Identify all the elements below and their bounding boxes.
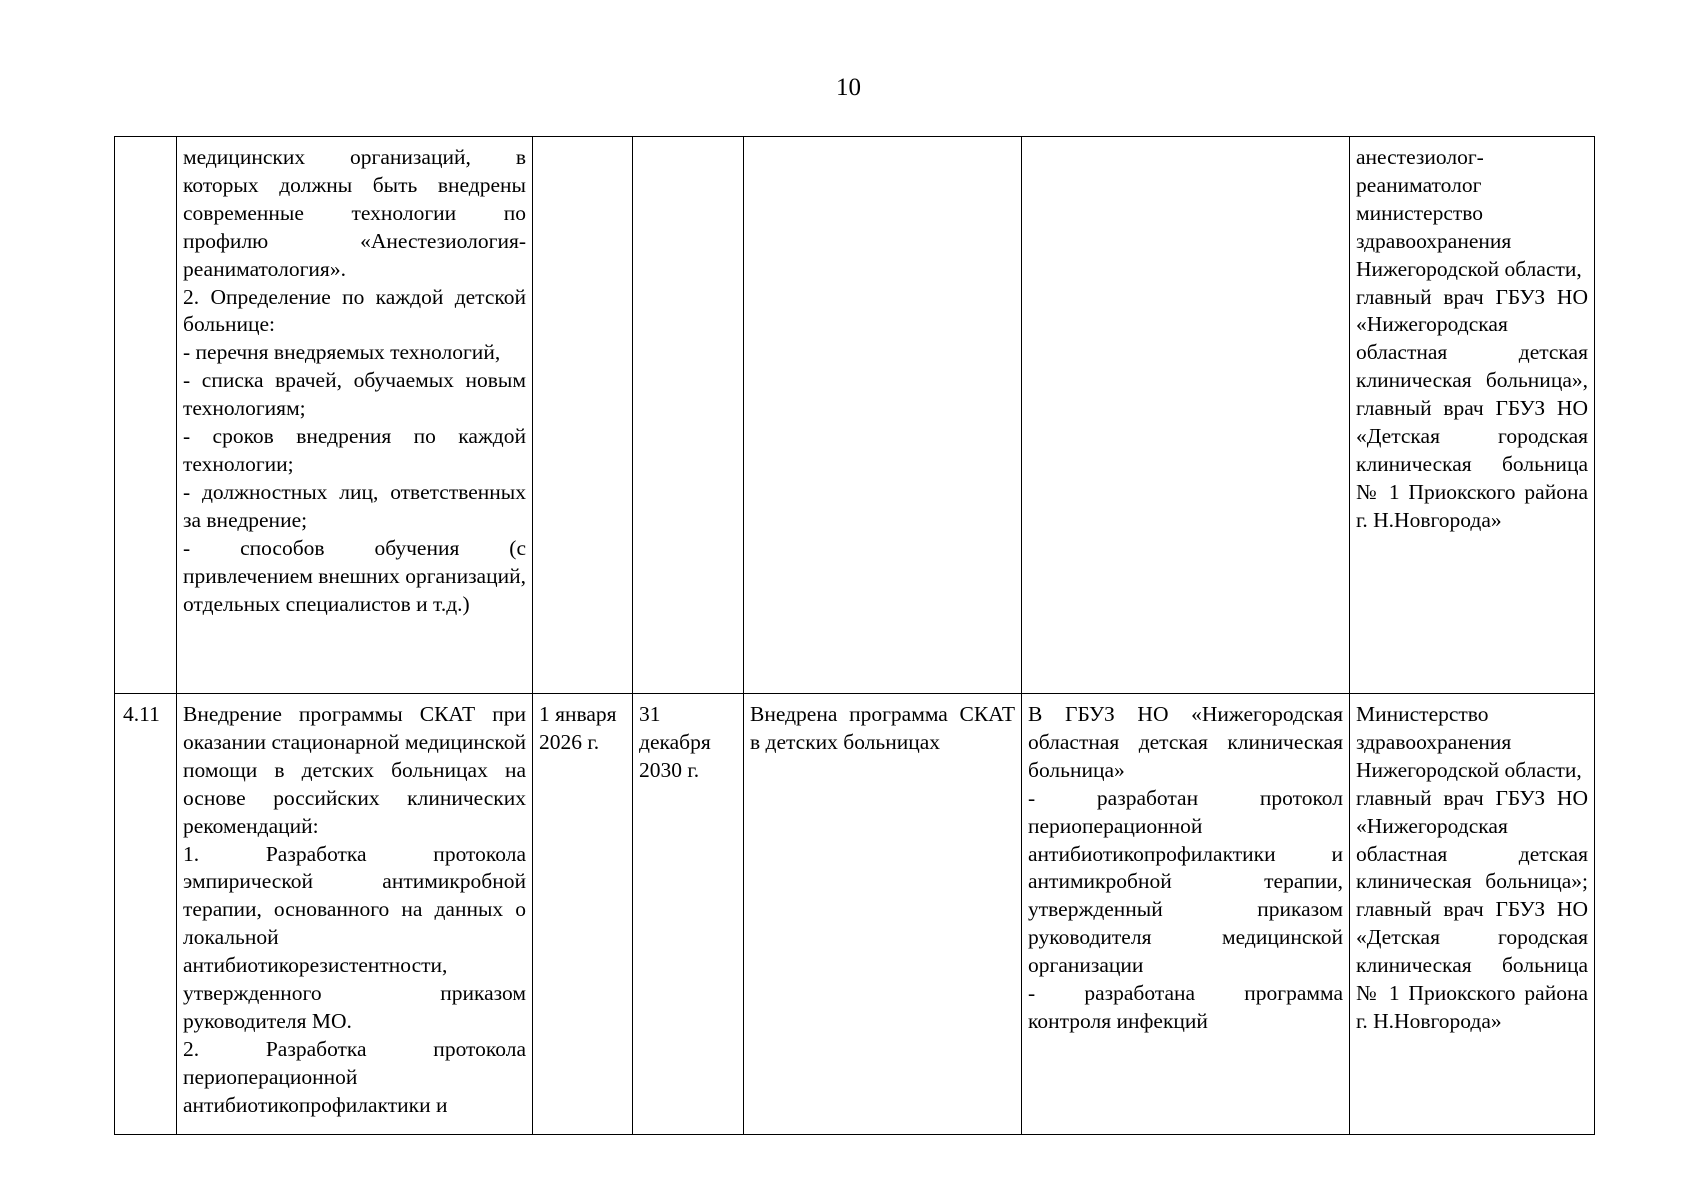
end-date-cell [633, 137, 744, 694]
activity-cell: медицинских организаций, в которых должны быть внедрены современные технологии по профилю «Анестезиология-реаниматология». 2. Определение по каждой детской больнице: - перечня внедряемых технологий, - списка врачей, обучаемых новым технологиям; - сроков внедрения по каждой технологии; - должностных лиц, ответственных за внедрение; - способов обучения (с привлечением внешних организаций, отдельных специалистов и т.д.) [177, 137, 533, 694]
responsible-cell: анестезиолог-реаниматолог министерство здравоохранения Нижегородской области, главный врач ГБУЗ НО «Нижегородская областная детская клиническая больница», главный врач ГБУЗ НО «Детская городская клиническая больница № 1 Приокского района г. Н.Новгорода» [1350, 137, 1595, 694]
characteristic-cell [1022, 137, 1350, 694]
table-row [115, 694, 1595, 1135]
result-cell [744, 137, 1022, 694]
row-number-cell [115, 137, 177, 694]
start-date-cell [533, 137, 633, 694]
end-date-cell: 31 декабря 2030 г. [633, 694, 744, 1135]
start-date-cell: 1 января 2026 г. [533, 694, 633, 1135]
activity-cell: Внедрение программы СКАТ при оказании стационарной медицинской помощи в детских больницах на основе российских клинических рекомендаций: 1. Разработка протокола эмпирической антимикробной терапии, основанного на данных о локальной антибиотикорезистентности, утвержденного приказом руководителя МО. 2. Разработка протокола периоперационной антибиотикопрофилактики и [177, 694, 533, 1135]
page-number: 10 [836, 74, 861, 101]
row-number-cell: 4.11 [115, 694, 177, 1135]
responsible-cell: Министерство здравоохранения Нижегородской области, главный врач ГБУЗ НО «Нижегородская областная детская клиническая больница»; главный врач ГБУЗ НО «Детская городская клиническая больница № 1 Приокского района г. Н.Новгорода» [1350, 694, 1595, 1135]
table-row [115, 137, 1595, 694]
characteristic-cell: В ГБУЗ НО «Нижегородская областная детская клиническая больница» - разработан протокол периоперационной антибиотикопрофилактики и антимикробной терапии, утвержденный приказом руководителя медицинской организации - разработана программа контроля инфекций [1022, 694, 1350, 1135]
result-cell: Внедрена программа СКАТ в детских больницах [744, 694, 1022, 1135]
activity-table [114, 136, 1595, 1135]
